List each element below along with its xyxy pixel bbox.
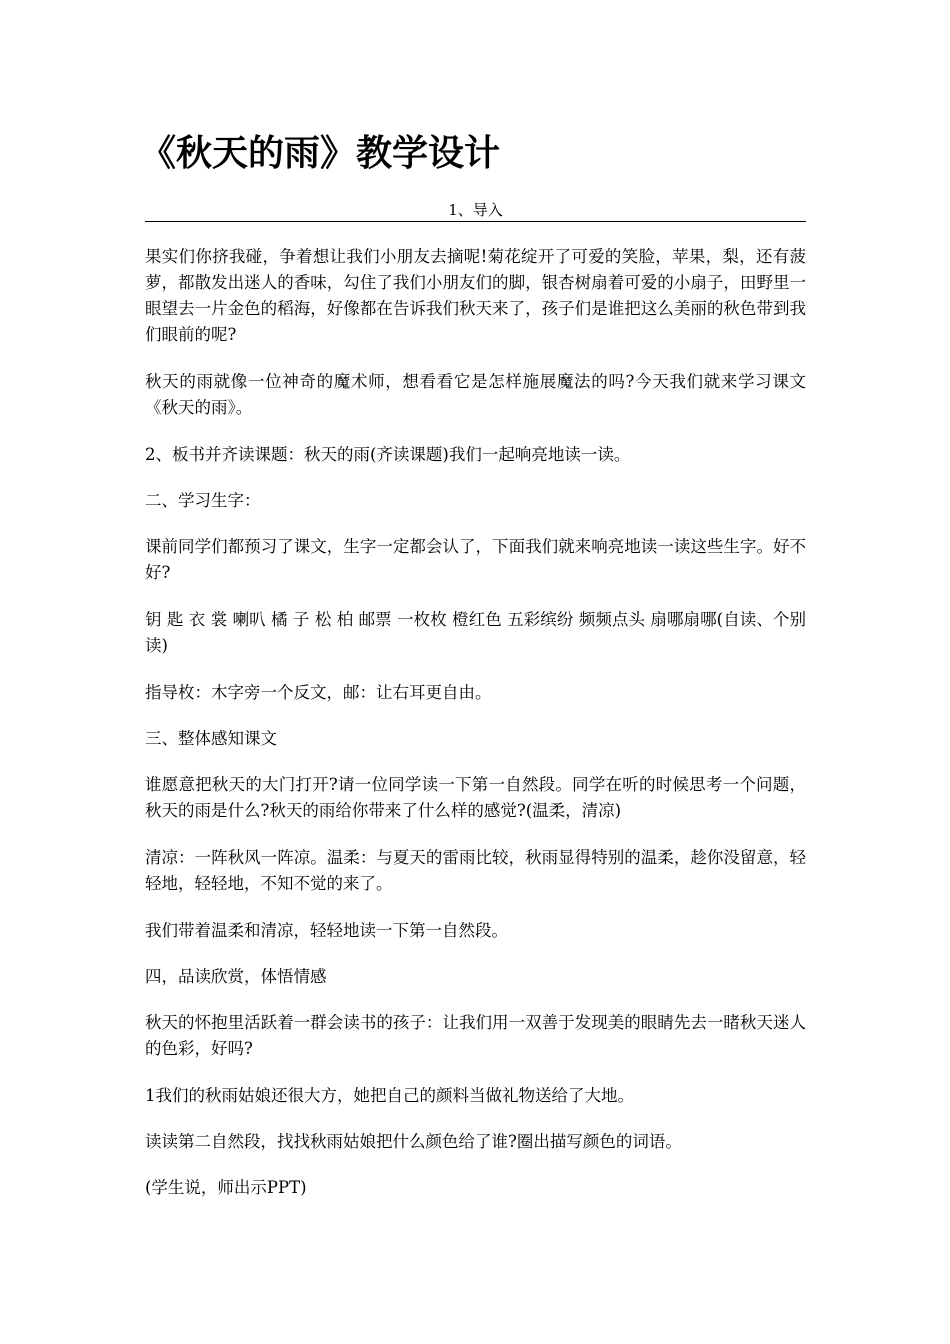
section-subheading: 1、导入 — [448, 201, 503, 219]
paragraph-generous-rain: 1我们的秋雨姑娘还很大方，她把自己的颜料当做礼物送给了大地。 — [145, 1086, 634, 1105]
paragraph-guidance: 指导枚：木字旁一个反文，邮：让右耳更自由。 — [145, 683, 492, 702]
paragraph-character-list: 钥 匙 衣 裳 喇叭 橘 子 松 柏 邮票 一枚枚 橙红色 五彩缤纷 频频点头 扇哪扇哪(自读、个别读) — [145, 610, 806, 655]
header-divider — [145, 221, 806, 222]
paragraph-read-second: 读读第二自然段，找找秋雨姑娘把什么颜色给了谁?圈出描写颜色的词语。 — [145, 1132, 682, 1151]
paragraph-read-first: 我们带着温柔和清凉，轻轻地读一下第一自然段。 — [145, 921, 508, 940]
paragraph-intro-fruits: 果实们你挤我碰，争着想让我们小朋友去摘呢!菊花绽开了可爱的笑脸，苹果，梨，还有菠萝，都散发出迷人的香味，勾住了我们小朋友们的脚，银杏树扇着可爱的小扇子，田野里一眼望去一片金色的稻海，好像都在告诉我们秋天来了，孩子们是谁把这么美丽的秋色带到我们眼前的呢? — [145, 247, 806, 344]
paragraph-preview: 课前同学们都预习了课文，生字一定都会认了，下面我们就来响亮地读一读这些生字。好不好? — [145, 537, 806, 582]
section-heading-appreciation: 四，品读欣赏，体悟情感 — [145, 967, 327, 986]
paragraph-cool-gentle: 清凉：一阵秋风一阵凉。温柔：与夏天的雷雨比较，秋雨显得特别的温柔，趁你没留意，轻轻地，轻轻地，不知不觉的来了。 — [145, 848, 806, 893]
paragraph-autumn-colors: 秋天的怀抱里活跃着一群会读书的孩子：让我们用一双善于发现美的眼睛先去一睹秋天迷人的色彩，好吗? — [145, 1013, 806, 1058]
document-body — [145, 244, 806, 1221]
section-heading-overview: 三、整体感知课文 — [145, 729, 277, 748]
paragraph-student-ppt: (学生说，师出示PPT) — [145, 1178, 307, 1197]
section-heading-new-characters: 二、学习生字： — [145, 491, 261, 510]
paragraph-open-door: 谁愿意把秋天的大门打开?请一位同学读一下第一自然段。同学在听的时候思考一个问题，秋天的雨是什么?秋天的雨给你带来了什么样的感觉?(温柔，清凉) — [145, 775, 806, 820]
paragraph-intro-magician: 秋天的雨就像一位神奇的魔术师，想看看它是怎样施展魔法的吗?今天我们就来学习课文《秋天的雨》。 — [145, 372, 806, 417]
paragraph-board-title: 2、板书并齐读课题：秋天的雨(齐读课题)我们一起响亮地读一读。 — [145, 445, 631, 464]
document-title: 《秋天的雨》教学设计 — [140, 133, 501, 174]
